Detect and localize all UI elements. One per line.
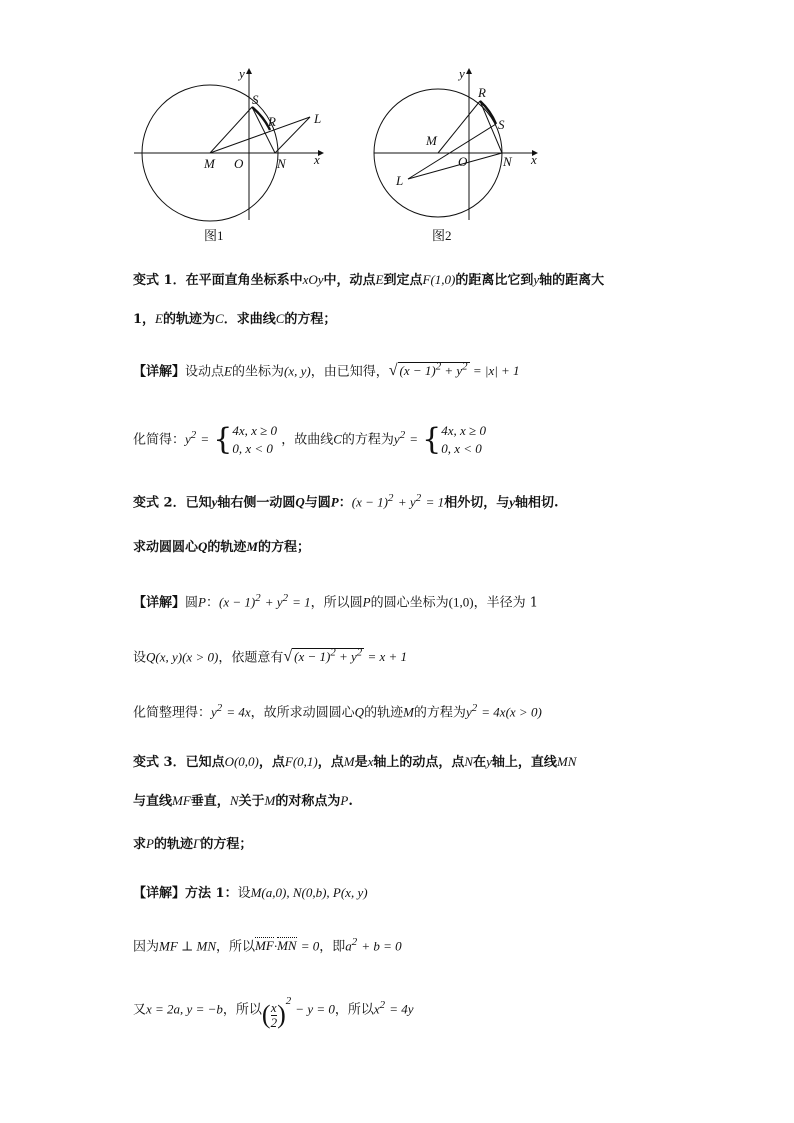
label-n: N <box>503 154 512 169</box>
vector-mf: MF <box>255 938 274 954</box>
label-y: y <box>239 66 245 81</box>
sqrt-expression: √ $(x - 1)^2 + y^2 = x + 1$ <box>283 647 408 666</box>
v3-problem-line-2: 与直线MF垂直，N关于M的对称点为P. <box>133 793 353 809</box>
label-m: M <box>426 133 437 148</box>
brace-icon: { <box>422 421 442 457</box>
label-r: R <box>478 85 486 100</box>
figure-1 <box>130 62 340 222</box>
segment-ls <box>408 124 496 179</box>
label-r: R <box>268 114 276 129</box>
sqrt-expression: √ $(x - 1)^2 + y^2 = |x| + 1$ <box>388 361 520 380</box>
v3-solution-line-1: 【详解】方法 1：设M(a,0), N(0,b), P(x, y) <box>133 885 368 901</box>
y-axis-arrow <box>466 68 472 74</box>
v2-question: 求动圆圆心Q的轨迹M的方程； <box>133 539 310 555</box>
v2-solution-line-2: 设Q(x, y)(x > 0)，依题意有√ $(x - 1)^2 + y^2 = x + 1$ <box>133 647 408 666</box>
figure-2 <box>370 62 550 222</box>
figure-2-caption: 图2 <box>432 228 452 243</box>
v1-problem-line-2: 1，E的轨迹为C．求曲线C的方程； <box>133 311 337 327</box>
piecewise-1 <box>213 421 233 457</box>
fraction-paren: ( $\frac{x}{2}$ )$^2$ <box>261 995 292 1030</box>
label-n: N <box>277 156 286 171</box>
label-l: L <box>396 173 404 188</box>
label-x: x <box>531 152 537 167</box>
label-y: y <box>459 66 465 81</box>
brace-icon: { <box>213 421 233 457</box>
y-axis-arrow <box>246 68 252 74</box>
figure-1-diagram <box>130 62 340 222</box>
v3-problem-line-1: 变式 3．已知点O(0,0)，点F(0,1)，点M是x轴上的动点，点N在y轴上，直线MN <box>133 754 577 770</box>
v2-solution-line-3: 化简整理得：$y^2 = 4x$，故所求动圆圆心Q的轨迹M的方程为$y^2 = 4x(x > 0)$ <box>133 702 542 721</box>
v3-solution-line-3: 又x = 2a, y = −b，所以( $\frac{x}{2}$ )$^2$ − y = 0，所以$x^2 = 4y$ <box>133 990 414 1030</box>
segment-mr <box>438 101 480 153</box>
label-x: x <box>314 152 320 167</box>
label-m: M <box>204 156 215 171</box>
label-s: S <box>498 117 505 132</box>
segment-nl <box>275 117 310 153</box>
label-o: O <box>234 156 244 171</box>
v3-solution-line-2: 因为MF ⊥ MN，所以MF·MN = 0，即$a^2 + b = 0$ <box>133 936 402 955</box>
label-l: L <box>314 111 322 126</box>
piecewise-2 <box>422 421 442 457</box>
label-o: O <box>458 154 468 169</box>
v1-solution-line-1: 【详解】设动点E的坐标为(x, y)，由已知得，√ $(x - 1)^2 + y^2 = |x| + 1$ <box>133 361 520 380</box>
sqrt-icon: √ <box>388 362 398 380</box>
vector-mn: MN <box>277 938 297 954</box>
segment-ms <box>210 107 252 153</box>
sqrt-icon: √ <box>283 648 293 666</box>
label-s: S <box>252 92 259 107</box>
v2-solution-line-1: 【详解】圆P：$(x - 1)^2 + y^2 = 1$，所以圆P的圆心坐标为(1,0)，半径为 1 <box>133 592 538 611</box>
segment-ln <box>408 153 502 179</box>
figure-1-caption: 图1 <box>204 228 224 243</box>
figure-2-diagram <box>370 62 550 222</box>
v1-simplify-line: 化简得：$y^2 = \{4x$, x ≥ 0 0, x < 0 ，故曲线C的方程为$y^2 = \{4x$, x ≥ 0 0, x < 0 <box>133 421 486 457</box>
v2-problem-line-1: 变式 2．已知y轴右侧一动圆Q与圆P：$(x - 1)^2 + y^2 = 1$相外切，与y轴相切. <box>133 492 559 511</box>
v3-question: 求P的轨迹Γ的方程； <box>133 836 253 852</box>
v1-problem-line-1: 变式 1．在平面直角坐标系中xOy中，动点E到定点F(1,0)的距离比它到y轴的距离大 <box>133 272 605 288</box>
